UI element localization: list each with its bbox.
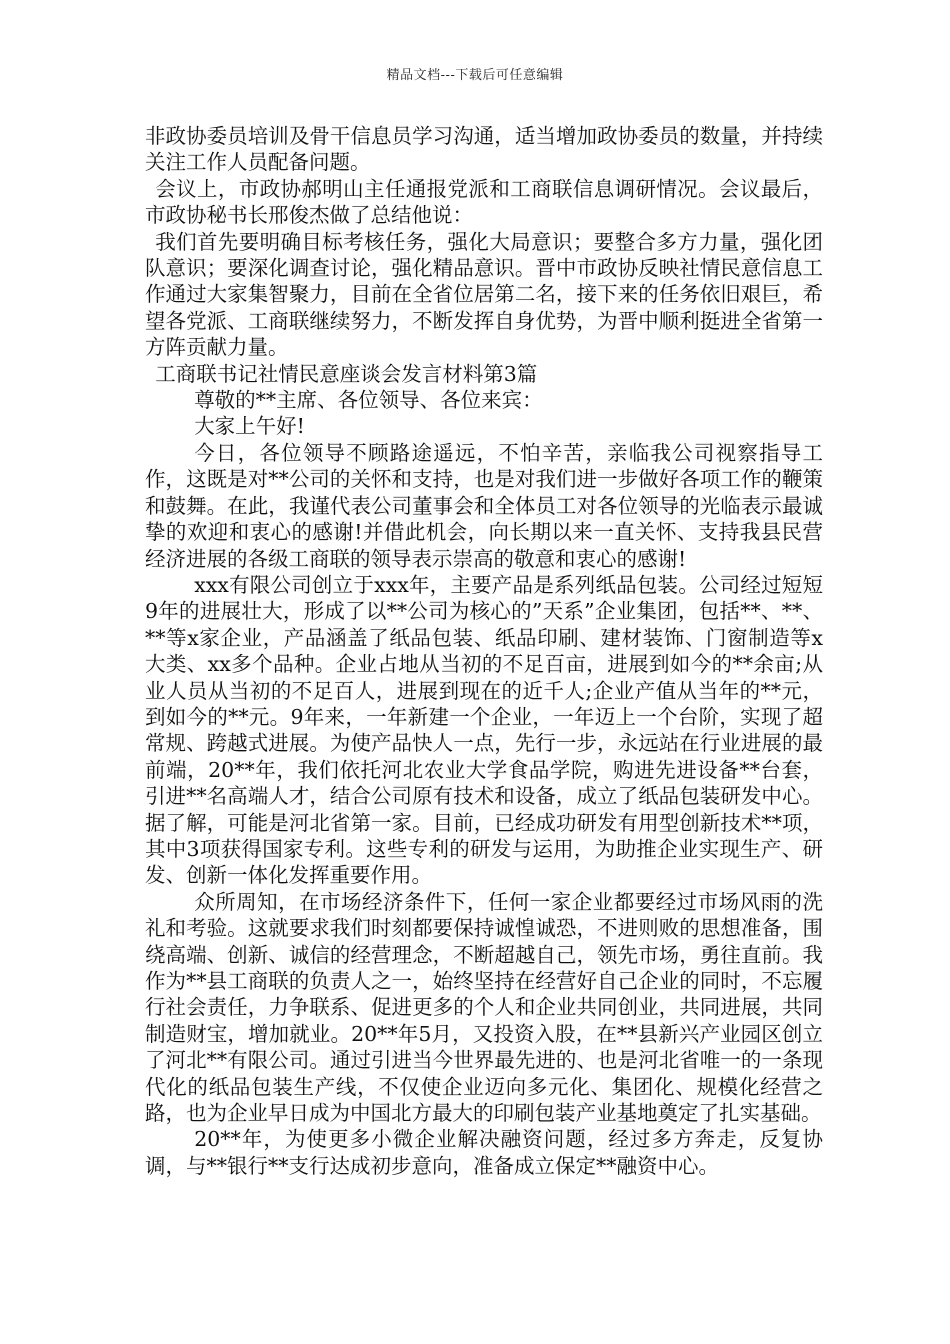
section-title: 工商联书记社情民意座谈会发言材料第3篇 bbox=[155, 361, 538, 386]
page-header: 精品文档---下载后可任意编辑 bbox=[386, 68, 564, 83]
paragraph: 非政协委员培训及骨干信息员学习沟通，适当增加政协委员的数量，并持续关注工作人员配备问题。 bbox=[145, 124, 823, 175]
paragraph: xxx有限公司创立于xxx年，主要产品是系列纸品包装。公司经过短短9年的进展壮大，形成了以**公司为核心的”天系”企业集团，包括**、**、**等x家企业，产品涵盖了纸品包装、纸品印刷、建材装饰、门窗制造等x大类、xx多个品种。企业占地从当初的不足百亩，进展到如今的**余亩;从业人员从当初的不足百人，进展到现在的近千人;企业产值从当年的**元，到如今的**元。9年来，一年新建一个企业，一年迈上一个台阶，实现了超常规、跨越式进展。为使产品快人一点，先行一步，永远站在行业进展的最前端，20**年，我们依托河北农业大学食品学院，购进先进设备**台套，引进**名高端人才，结合公司原有技术和设备，成立了纸品包装研发中心。据了解，可能是河北省第一家。目前，已经成功研发有用型创新技术**项，其中3项获得国家专利。这些专利的研发与运用，为助推企业实现生产、研发、创新一体化发挥重要作用。 bbox=[145, 572, 823, 888]
greeting: 大家上午好! bbox=[194, 414, 305, 439]
paragraph: 我们首先要明确目标考核任务，强化大局意识；要整合多方力量，强化团队意识；要深化调查讨论，强化精品意识。晋中市政协反映社情民意信息工作通过大家集智聚力，目前在全省位居第二名，接下来的任务依旧艰巨，希望各党派、工商联继续努力，不断发挥自身优势，为晋中顺利挺进全省第一方阵贡献力量。 bbox=[145, 229, 823, 360]
paragraph: 今日，各位领导不顾路途遥远，不怕辛苦，亲临我公司视察指导工作，这既是对**公司的关怀和支持，也是对我们进一步做好各项工作的鞭策和鼓舞。在此，我谨代表公司董事会和全体员工对各位领导的光临表示最诚挚的欢迎和衷心的感谢!并借此机会，向长期以来一直关怀、支持我县民营经济进展的各级工商联的领导表示崇高的敬意和衷心的感谢! bbox=[145, 440, 823, 571]
paragraph: 20**年，为使更多小微企业解决融资问题，经过多方奔走，反复协调，与**银行**支行达成初步意向，准备成立保定**融资中心。 bbox=[145, 1127, 823, 1178]
salutation: 尊敬的**主席、各位领导、各位来宾： bbox=[194, 388, 543, 413]
paragraph: 会议上，市政协郝明山主任通报党派和工商联信息调研情况。会议最后，市政协秘书长邢俊杰做了总结他说： bbox=[145, 176, 823, 228]
paragraph: 众所周知，在市场经济条件下，任何一家企业都要经过市场风雨的洗礼和考验。这就要求我们时刻都要保持诚惶诚恐，不进则败的思想准备，围绕高端、创新、诚信的经营理念，不断超越自己，领先市场，勇往直前。我作为**县工商联的负责人之一，始终坚持在经营好自己企业的同时，不忘履行社会责任，力争联系、促进更多的个人和企业共同创业，共同进展，共同制造财宝，增加就业。20**年5月，又投资入股，在**县新兴产业园区创立了河北**有限公司。通过引进当今世界最先进的、也是河北省唯一的一条现代化的纸品包装生产线，不仅使企业迈向多元化、集团化、规模化经营之路，也为企业早日成为中国北方最大的印刷包装产业基地奠定了扎实基础。 bbox=[145, 889, 823, 1126]
document-body bbox=[145, 123, 823, 1179]
